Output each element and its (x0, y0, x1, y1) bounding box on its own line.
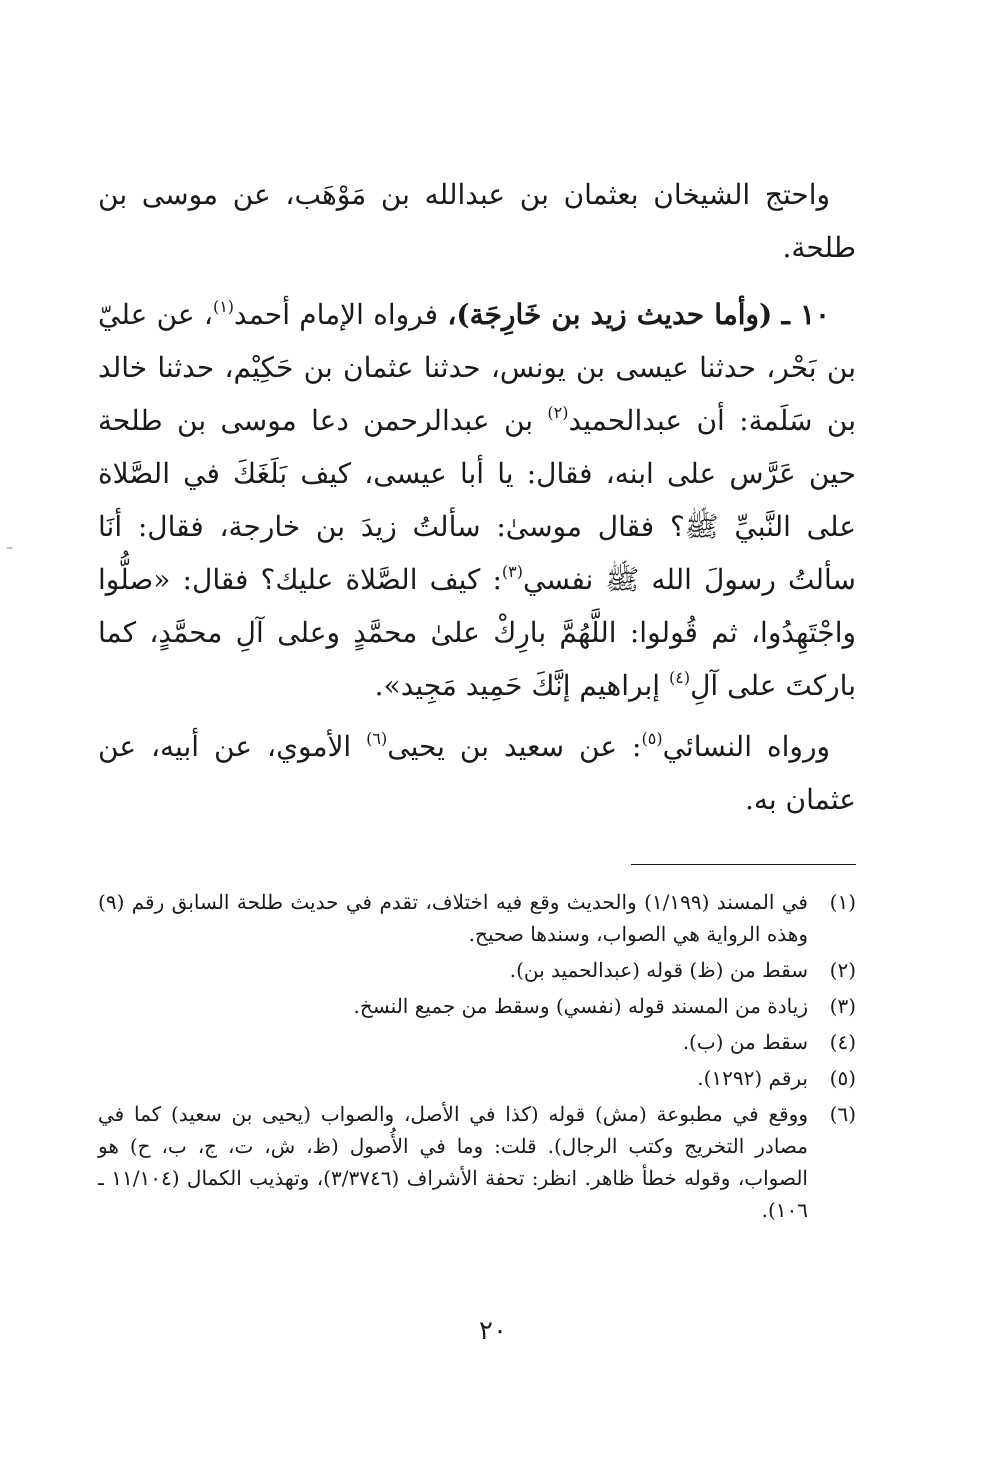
paragraph-text: بن عبدالرحمن دعا موسى بن طلحة حين عَرَّس على ابنه، فقال: يا أبا عيسى، كيف بَلَغَكَ في الصَّلاة على النَّبيِّ ﷺ؟ فقال موسىٰ: سألتُ زيدَ بن خارجة، فقال: أنَا سألتُ رسولَ الله ﷺ نفسي (98, 404, 856, 596)
paragraph-text: فرواه الإمام أحمد (234, 298, 439, 331)
footnote-number: (٣) (829, 994, 856, 1018)
hadith-heading: (وأما حديث زيد بن خَارِجَة)، (447, 298, 773, 331)
footnote-item (98, 886, 856, 950)
footnote-ref[interactable]: (٢) (547, 403, 569, 422)
paragraph-text: ورواه النسائي (662, 730, 830, 763)
footnote-item (98, 990, 856, 1022)
footnote-text: زيادة من المسند قوله (نفسي) وسقط من جميع النسخ. (353, 994, 808, 1018)
page-number: ٢٠ (479, 1316, 507, 1346)
footnote-item (98, 1062, 856, 1094)
footnote-ref[interactable]: (٦) (366, 729, 388, 748)
footnote-number: (٤) (829, 1030, 856, 1054)
footnote-ref[interactable]: (٥) (641, 729, 663, 748)
paragraph-text: واحتج الشيخان بعثمان بن عبدالله بن مَوْهَب، عن موسى بن طلحة. (98, 178, 856, 264)
paragraph-text: إبراهيم إنَّكَ حَمِيد مَجِيد». (374, 669, 669, 702)
paragraph-text: : كيف الصَّلاة عليك؟ فقال: «صلُّوا واجْتَهِدُوا، ثم قُولوا: اللَّهُمَّ بارِكْ علىٰ محمَّدٍ وعلى آلِ محمَّدٍ، كما باركتَ على آلِ (98, 563, 856, 702)
hadith-number: ١٠ ـ (781, 298, 831, 331)
paragraph-hadith-zayd (98, 288, 856, 712)
margin-mark: – (6, 540, 13, 556)
footnote-text: برقم (١٢٩٢). (697, 1066, 808, 1090)
footnote-item (98, 1026, 856, 1058)
footnote-item (98, 954, 856, 986)
footnote-number: (٦) (829, 1102, 856, 1126)
footnote-text: سقط من (ب). (682, 1030, 808, 1054)
footnote-number: (١) (829, 890, 856, 914)
footnote-number: (٥) (829, 1066, 856, 1090)
footnote-separator (631, 864, 856, 865)
paragraph-text: : عن سعيد بن يحيى (387, 730, 642, 763)
paragraph-text: ، عن عليّ بن بَحْر، حدثنا عيسى بن يونس، حدثنا عثمان بن حَكِيْم، حدثنا خالد بن سَلَمة: أن عبدالحميد (98, 298, 856, 437)
paragraph-nasai (98, 720, 856, 826)
paragraph-text: الأموي، عن أبيه، عن عثمان به. (98, 730, 856, 816)
footnote-number: (٢) (829, 958, 856, 982)
footnotes (98, 886, 856, 1230)
footnote-text: سقط من (ظ) قوله (عبدالحميد بن). (509, 958, 808, 982)
paragraph-bukhari-muslim (98, 168, 856, 274)
footnote-ref[interactable]: (٤) (668, 668, 691, 687)
footnote-text: ووقع في مطبوعة (مش) قوله (كذا في الأصل، والصواب (يحيى بن سعيد) كما في مصادر التخريج وكتب الرجال). قلت: وما في الأُصول (ظ، ش، ت، ج، ب، ح) هو الصواب، وقوله خطأ ظاهر. انظر: تحفة الأشراف (٣/٣٧٤٦)، وتهذيب الكمال (١١/١٠٤ ـ ١٠٦). (98, 1102, 808, 1222)
footnote-ref[interactable]: (٣) (501, 562, 524, 581)
main-text (98, 168, 856, 826)
footnote-ref[interactable]: (١) (212, 297, 235, 316)
footnote-item (98, 1098, 856, 1226)
footnote-text: في المسند (١/١٩٩) والحديث وقع فيه اختلاف، تقدم في حديث طلحة السابق رقم (٩) وهذه الرواية هي الصواب، وسندها صحيح. (98, 890, 808, 946)
